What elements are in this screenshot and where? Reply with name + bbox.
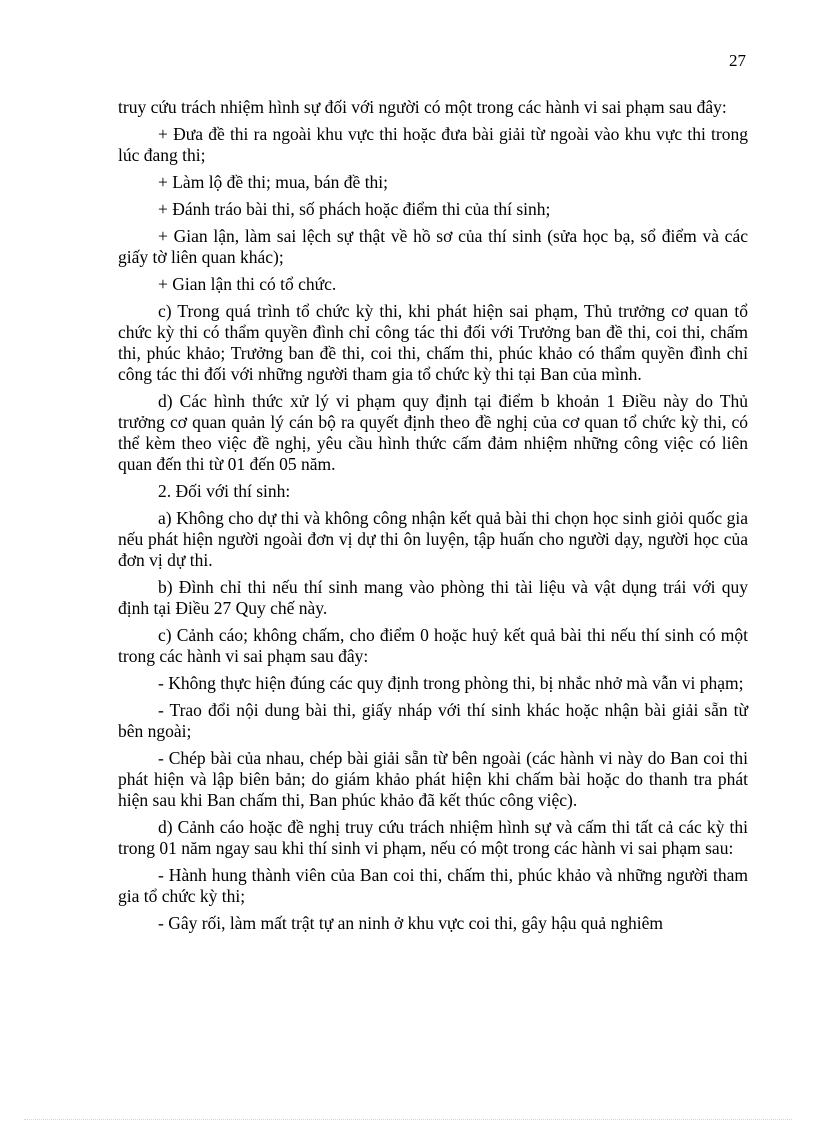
paragraph-8: d) Các hình thức xử lý vi phạm quy định tại điểm b khoản 1 Điều này do Thủ trưởng cơ quan quản lý cán bộ ra quyết định theo đề nghị của cơ quan tổ chức kỳ thi, có thể kèm theo việc đề nghị, yêu cầu hình thức cấm đảm nhiệm những công việc có liên quan đến thi từ 01 đến 05 năm.	[118, 391, 748, 474]
paragraph-4: + Đánh tráo bài thi, số phách hoặc điểm thi của thí sinh;	[158, 199, 551, 219]
page-bottom-divider	[24, 1119, 792, 1120]
paragraph-15: - Chép bài của nhau, chép bài giải sẵn từ bên ngoài (các hành vi này do Ban coi thi phát hiện và lập biên bản; do giám khảo phát hiện khi chấm bài hoặc do thanh tra phát hiện sau khi Ban chấm thi, Ban phúc khảo đã kết thúc công việc).	[118, 748, 748, 810]
paragraph-13: - Không thực hiện đúng các quy định trong phòng thi, bị nhắc nhở mà vẫn vi phạm;	[158, 673, 744, 693]
paragraph-2: + Đưa đề thi ra ngoài khu vực thi hoặc đưa bài giải từ ngoài vào khu vực thi trong lúc đang thi;	[118, 124, 748, 165]
paragraph-7: c) Trong quá trình tổ chức kỳ thi, khi phát hiện sai phạm, Thủ trưởng cơ quan tổ chức kỳ thi có thẩm quyền đình chỉ công tác thi đối với Trưởng ban đề thi, coi thi, chấm thi, phúc khảo; Trưởng ban đề thi, coi thi, chấm thi, phúc khảo có thẩm quyền đình chỉ công tác thi đối với những người tham gia tổ chức kỳ thi tại Ban của mình.	[118, 301, 748, 384]
paragraph-14: - Trao đổi nội dung bài thi, giấy nháp với thí sinh khác hoặc nhận bài giải sẵn từ bên ngoài;	[118, 700, 748, 741]
paragraph-3: + Làm lộ đề thi; mua, bán đề thi;	[158, 172, 389, 192]
document-body	[118, 97, 748, 940]
paragraph-5: + Gian lận, làm sai lệch sự thật về hồ sơ của thí sinh (sửa học bạ, sổ điểm và các giấy tờ liên quan khác);	[118, 226, 748, 267]
paragraph-17: - Hành hung thành viên của Ban coi thi, chấm thi, phúc khảo và những người tham gia tổ chức kỳ thi;	[118, 865, 748, 906]
paragraph-1: truy cứu trách nhiệm hình sự đối với người có một trong các hành vi sai phạm sau đây:	[118, 97, 727, 117]
paragraph-6: + Gian lận thi có tổ chức.	[158, 274, 337, 294]
paragraph-10: a) Không cho dự thi và không công nhận kết quả bài thi chọn học sinh giỏi quốc gia nếu phát hiện người ngoài đơn vị dự thi ôn luyện, tập huấn cho người dạy, người học của đơn vị dự thi.	[118, 508, 748, 570]
page-number: 27	[729, 51, 746, 70]
paragraph-12: c) Cảnh cáo; không chấm, cho điểm 0 hoặc huỷ kết quả bài thi nếu thí sinh có một trong các hành vi sai phạm sau đây:	[118, 625, 748, 666]
paragraph-11: b) Đình chỉ thi nếu thí sinh mang vào phòng thi tài liệu và vật dụng trái với quy định tại Điều 27 Quy chế này.	[118, 577, 748, 618]
paragraph-16: d) Cảnh cáo hoặc đề nghị truy cứu trách nhiệm hình sự và cấm thi tất cả các kỳ thi trong 01 năm ngay sau khi thí sinh vi phạm, nếu có một trong các hành vi sai phạm sau:	[118, 817, 748, 858]
paragraph-18: - Gây rối, làm mất trật tự an ninh ở khu vực coi thi, gây hậu quả nghiêm	[158, 913, 663, 933]
paragraph-9: 2. Đối với thí sinh:	[158, 481, 291, 501]
